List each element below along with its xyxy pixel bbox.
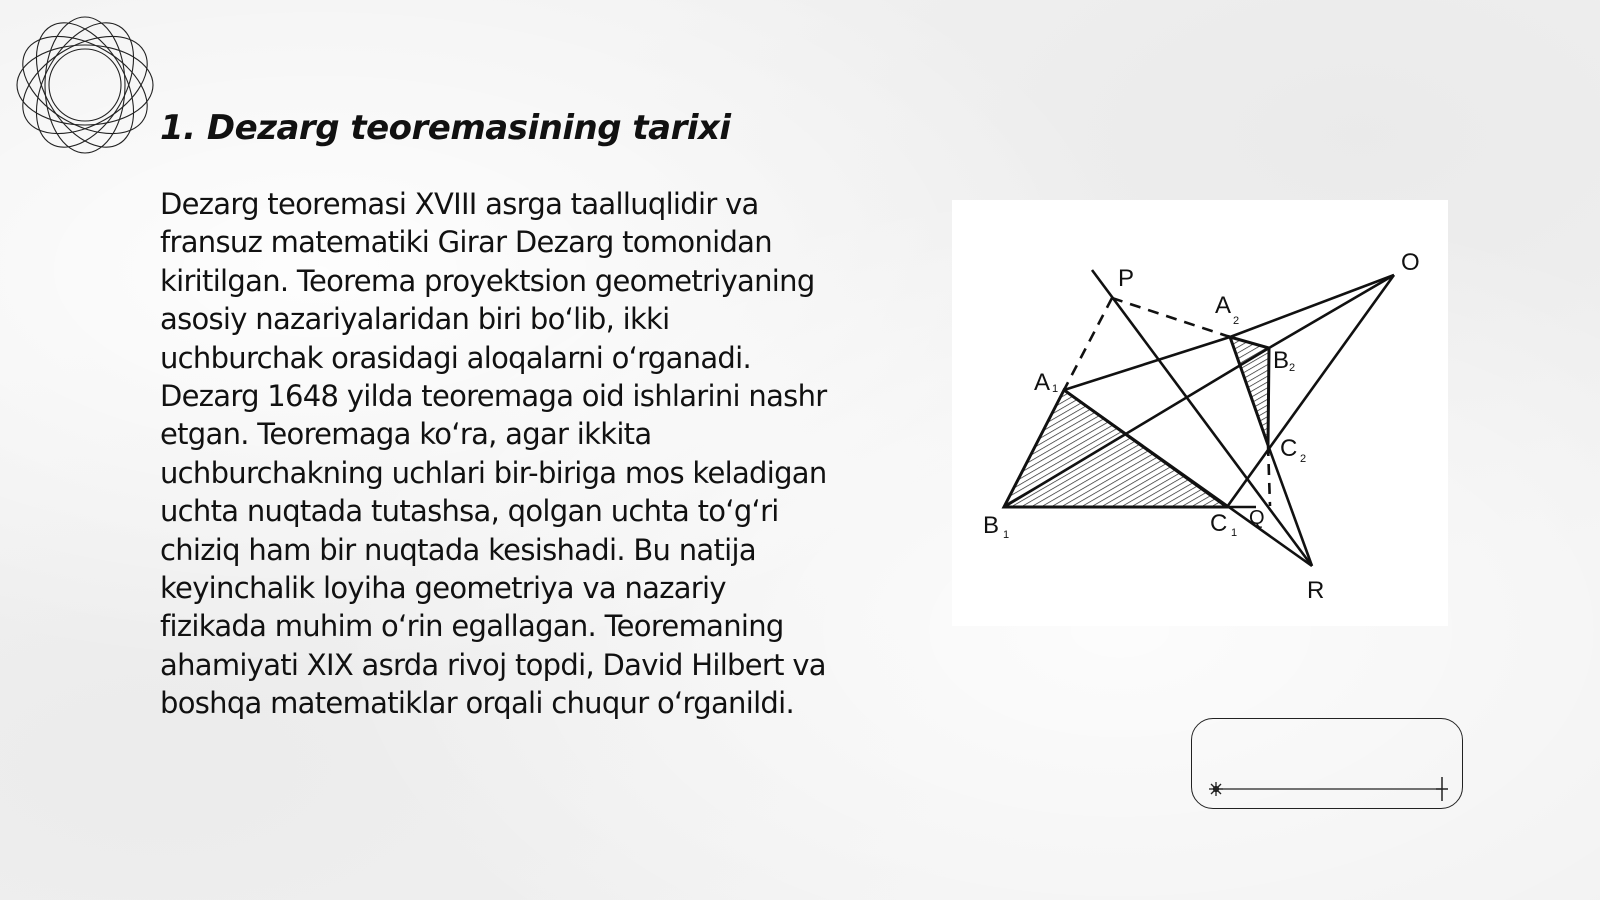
- label-c2: C: [1280, 435, 1298, 462]
- label-a1: A: [1034, 369, 1051, 396]
- cross-icon: [1436, 777, 1448, 801]
- label-p: P: [1118, 265, 1135, 292]
- desargues-figure: [952, 200, 1448, 626]
- label-q: Q: [1249, 507, 1265, 529]
- label-b1-sub: 1: [1003, 529, 1010, 541]
- label-r: R: [1307, 577, 1325, 604]
- desargues-diagram: [952, 200, 1448, 626]
- label-b1: B: [983, 512, 1000, 539]
- label-o: O: [1401, 249, 1420, 276]
- body-paragraph: Dezarg teoremasi XVIII asrga taalluqlidir va fransuz matematiki Girar Dezarg tomonidan kiritilgan. Teorema proyektsion geometriyaning asosiy nazariyalaridan biri boʻlib, ikki uchburchak orasidagi aloqalarni oʻrganadi. Dezarg 1648 yilda teoremaga oid ishlarini nashr etgan. Teoremaga koʻra, agar ikkita uchburchakning uchlari bir-biriga mos keladigan uchta nuqtada tutashsa, qolgan uchta toʻgʻri chiziq ham bir nuqtada kesishadi. Bu natija keyinchalik loyiha geometriya va nazariy fizikada muhim oʻrin egallagan. Teoremaning ahamiyati XIX asrda rivoj topdi, David Hilbert va boshqa matematiklar orqali chuqur oʻrganildi.: [160, 187, 827, 721]
- label-b2-sub: 2: [1289, 362, 1296, 374]
- label-a2-sub: 2: [1233, 315, 1240, 327]
- triangle-2: [1230, 337, 1269, 445]
- label-c1-sub: 1: [1231, 527, 1238, 539]
- sun-icon: [1209, 782, 1223, 796]
- label-c2-sub: 2: [1300, 453, 1307, 465]
- label-a2: A: [1215, 292, 1232, 319]
- timeline-box: [1191, 718, 1463, 809]
- label-c1: C: [1210, 510, 1228, 537]
- slide-title: 1. Dezarg teoremasining tarixi: [160, 108, 731, 148]
- circular-ornament-icon: [10, 10, 160, 160]
- label-b2: B: [1273, 347, 1290, 374]
- label-a1-sub: 1: [1052, 383, 1059, 395]
